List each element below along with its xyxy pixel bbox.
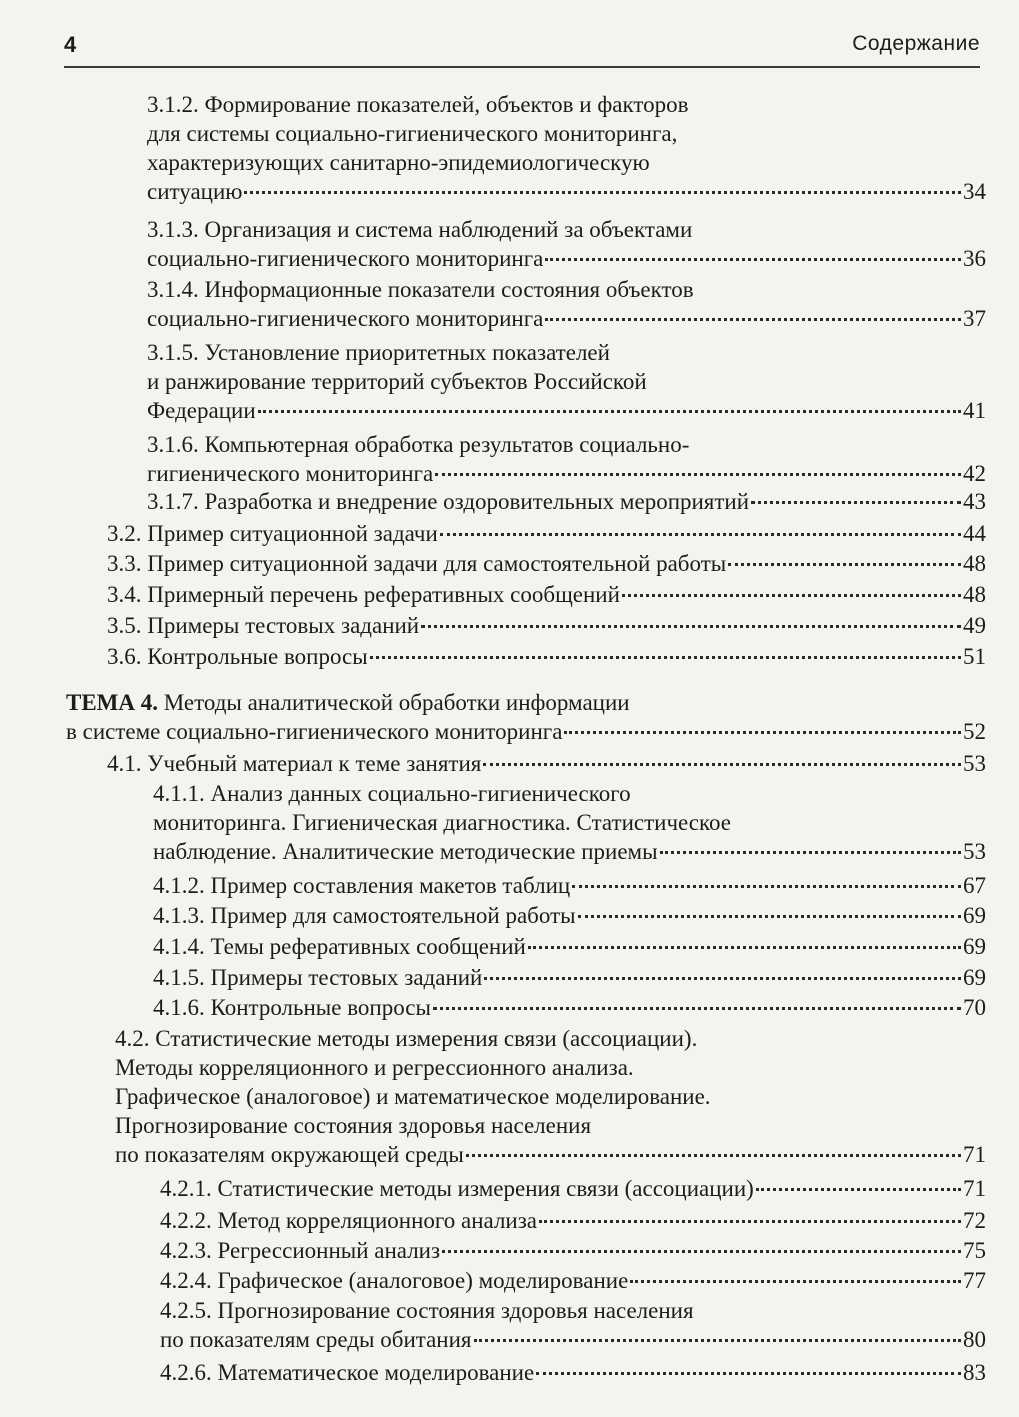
toc-entry-text: 3.2. Пример ситуационной задачи [107,521,438,546]
toc-entry-3-3 [107,549,986,578]
toc-entry-line: 4.2. Статистические методы измерения связи (ассоциации). [115,1026,698,1051]
dot-leader [756,1188,961,1191]
page-ref: 77 [963,1268,986,1293]
toc-entry-last-line [153,932,986,961]
dot-leader [622,594,961,597]
toc-entry-3-2 [107,519,986,548]
toc-entry-3-1-5 [147,338,986,425]
toc-entry-4-2 [115,1024,986,1169]
toc-entry-line: Графическое (аналоговое) и математическое моделирование. [115,1084,711,1109]
toc-entry-4-1-6 [153,993,986,1022]
toc-entry-3-1-3 [147,215,986,273]
dot-leader [545,318,961,321]
dot-leader [483,763,961,766]
toc-entry-text: Федерации [147,398,256,423]
theme-label: ТЕМА 4. [66,690,158,715]
toc-entry-text: 4.2.6. Математическое моделирование [160,1360,535,1385]
toc-entry-last-line [147,304,986,333]
toc-entry-line: 3.1.6. Компьютерная обработка результатов социально- [147,432,690,457]
toc-entry-3-1-4 [147,275,986,333]
toc-entry-last-line [107,611,986,640]
toc-entry-text: 3.5. Примеры тестовых заданий [107,613,420,638]
toc-entry-line: и ранжирование территорий субъектов Российской [147,369,647,394]
page-ref: 41 [963,398,986,423]
dot-leader [630,1280,961,1283]
toc-entry-text: в системе социально-гигиенического мониторинга [66,719,563,744]
page-ref: 36 [963,246,986,271]
dot-leader [528,946,961,949]
toc-entry-text: 4.2.4. Графическое (аналоговое) моделирование [160,1268,629,1293]
toc-entry-text: 4.1. Учебный материал к теме занятия [107,751,482,776]
toc-entry-text: ситуацию [147,179,243,204]
toc-entry-last-line [147,487,986,516]
toc-entry-last-line [107,549,986,578]
page-ref: 83 [963,1360,986,1385]
toc-entry-line [66,688,986,717]
toc-entry-line: Методы корреляционного и регрессионного анализа. [115,1055,634,1080]
toc-entry-4-1 [107,749,986,778]
toc-entry-4-2-4 [160,1266,986,1295]
page-ref: 80 [963,1327,986,1352]
toc-entry-line: мониторинга. Гигиеническая диагностика. Статистическое [153,810,731,835]
dot-leader [728,563,961,566]
toc-entry-last-line [160,1266,986,1295]
page-ref: 52 [963,719,986,744]
toc-entry-text: социально-гигиенического мониторинга [147,246,544,271]
toc-entry-last-line [107,642,986,671]
page-ref: 51 [963,644,986,669]
toc-entry-text: 3.6. Контрольные вопросы [107,644,368,669]
toc-entry-tema-4 [66,688,986,746]
toc-entry-last-line [66,717,986,746]
toc-entry-text: 4.2.1. Статистические методы измерения связи (ассоциации) [160,1176,754,1201]
page-ref: 44 [963,521,986,546]
dot-leader [751,501,961,504]
toc-entry-last-line [153,901,986,930]
toc-entry-last-line [147,459,986,488]
page-ref: 69 [963,903,986,928]
toc-entry-text: 4.1.4. Темы реферативных сообщений [153,934,526,959]
toc-entry-4-2-1 [160,1174,986,1203]
dot-leader [435,473,961,476]
dot-leader [474,1339,962,1342]
toc-entry-4-1-3 [153,901,986,930]
toc-entry-last-line [153,871,986,900]
dot-leader [466,1154,961,1157]
toc-entry-last-line [160,1358,986,1387]
toc-entry-line: 4.1.1. Анализ данных социально-гигиенического [153,781,631,806]
toc-entry-last-line [153,993,986,1022]
toc-entry-last-line [107,749,986,778]
dot-leader [244,191,961,194]
toc-entry-last-line [115,1140,986,1169]
page-ref: 69 [963,965,986,990]
toc-entry-last-line [147,396,986,425]
page-ref: 42 [963,461,986,486]
dot-leader [442,1250,961,1253]
dot-leader [539,1220,961,1223]
toc-entry-line: 3.1.5. Установление приоритетных показателей [147,340,610,365]
toc-entry-3-1-7 [147,487,986,516]
dot-leader [421,625,961,628]
toc-entry-last-line [153,963,986,992]
toc-entry-3-4 [107,580,986,609]
toc-entry-4-2-3 [160,1236,986,1265]
page-ref: 72 [963,1208,986,1233]
toc-entry-text: гигиенического мониторинга [147,461,434,486]
toc-entry-3-1-2 [147,90,986,206]
toc-entry-line: 3.1.4. Информационные показатели состояния объектов [147,277,694,302]
toc-entry-line: Прогнозирование состояния здоровья населения [115,1113,592,1138]
toc-entry-last-line [107,519,986,548]
toc-entry-text: 4.1.3. Пример для самостоятельной работы [153,903,576,928]
toc-entry-text: 3.1.7. Разработка и внедрение оздоровительных мероприятий [147,489,750,514]
page-ref: 70 [963,995,986,1020]
toc-entry-text: наблюдение. Аналитические методические приемы [153,839,658,864]
toc-entry-4-1-5 [153,963,986,992]
dot-leader [370,656,961,659]
page-ref: 69 [963,934,986,959]
dot-leader [536,1372,961,1375]
dot-leader [572,885,961,888]
page-header [64,30,980,68]
dot-leader [433,1007,961,1010]
toc-entry-text: 4.1.2. Пример составления макетов таблиц [153,873,571,898]
page-ref: 48 [963,582,986,607]
page-ref: 48 [963,551,986,576]
page-ref: 71 [963,1142,986,1167]
toc-entry-4-1-1 [153,779,986,866]
toc-entry-text: по показателям среды обитания [160,1327,472,1352]
toc-entry-4-2-2 [160,1206,986,1235]
running-head: Содержание [852,32,980,55]
toc-entry-text: 4.1.6. Контрольные вопросы [153,995,431,1020]
toc-entry-text: 3.3. Пример ситуационной задачи для самостоятельной работы [107,551,727,576]
toc-entry-4-1-2 [153,871,986,900]
toc-entry-line: 4.2.5. Прогнозирование состояния здоровья населения [160,1298,694,1323]
page-ref: 71 [963,1176,986,1201]
toc-entry-4-1-4 [153,932,986,961]
toc-entry-last-line [147,177,986,206]
toc-entry-line: характеризующих санитарно-эпидемиологическую [147,150,650,175]
toc-entry-text: 3.4. Примерный перечень реферативных сообщений [107,582,620,607]
toc-entry-4-2-5 [160,1296,986,1354]
page-ref: 37 [963,306,986,331]
page-ref: 53 [963,751,986,776]
page-number: 4 [64,32,77,57]
toc-entry-text: социально-гигиенического мониторинга [147,306,544,331]
dot-leader [660,851,961,854]
toc-entry-text: 4.1.5. Примеры тестовых заданий [153,965,483,990]
toc-entry-3-5 [107,611,986,640]
toc-entry-line: для системы социально-гигиенического мониторинга, [147,121,678,146]
dot-leader [440,533,961,536]
toc-entry-text: 4.2.2. Метод корреляционного анализа [160,1208,538,1233]
dot-leader [564,731,961,734]
toc-entry-3-1-6 [147,430,986,488]
dot-leader [578,915,961,918]
toc-entry-last-line [160,1174,986,1203]
page-ref: 34 [963,179,986,204]
toc-entry-line: 3.1.2. Формирование показателей, объектов и факторов [147,92,689,117]
toc-entry-last-line [153,837,986,866]
toc-entry-last-line [107,580,986,609]
toc-entry-text: по показателям окружающей среды [115,1142,464,1167]
page-ref: 53 [963,839,986,864]
theme-title: Методы аналитической обработки информации [158,690,630,715]
toc-entry-last-line [160,1236,986,1265]
toc-entry-line: 3.1.3. Организация и система наблюдений за объектами [147,217,693,242]
page-ref: 75 [963,1238,986,1263]
dot-leader [258,410,961,413]
dot-leader [545,258,961,261]
toc-entry-last-line [160,1206,986,1235]
toc-entry-last-line [160,1325,986,1354]
page-ref: 49 [963,613,986,638]
dot-leader [484,977,961,980]
toc-entry-last-line [147,244,986,273]
toc-entry-4-2-6 [160,1358,986,1387]
page-ref: 43 [963,489,986,514]
toc-entry-text: 4.2.3. Регрессионный анализ [160,1238,441,1263]
toc-entry-3-6 [107,642,986,671]
page-ref: 67 [963,873,986,898]
